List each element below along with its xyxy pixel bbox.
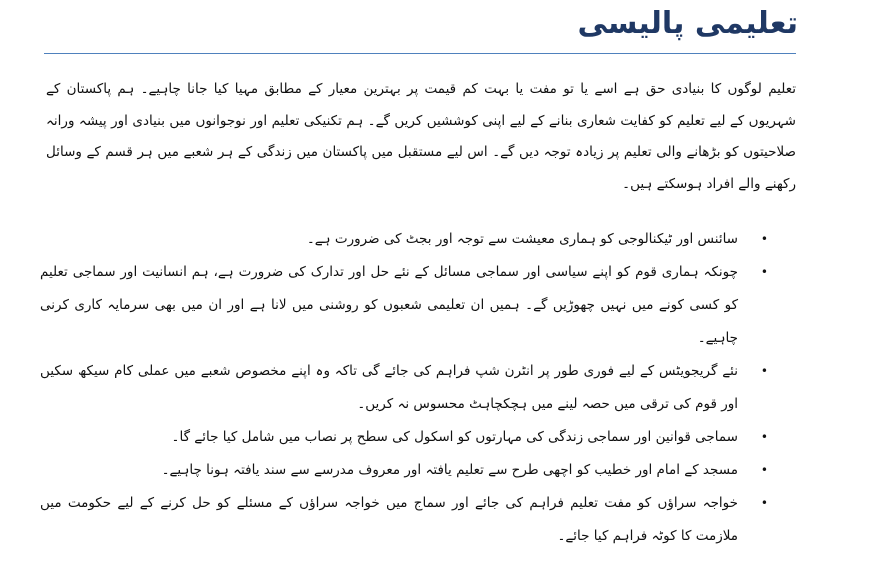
- list-item-text: خواجہ سراؤں کو مفت تعلیم فراہم کی جائے اور سماج میں خواجہ سراؤں کے مسئلے کو حل کرنے کے لیے حکومت میں ملازمت کا کوٹہ فراہم کیا جائے۔: [40, 495, 738, 544]
- list-item-text: سماجی قوانین اور سماجی زندگی کی مہارتوں کو اسکول کی سطح پر نصاب میں شامل کیا جائے گا۔: [171, 429, 738, 445]
- list-item: [40, 421, 796, 454]
- list-item-text: نئے گریجویٹس کے لیے فوری طور پر انٹرن شپ فراہم کی جائے گی تاکہ وہ اپنے مخصوص شعبے میں عملی کام سیکھ سکیں اور قوم کی ترقی میں حصہ لینے میں ہچکچاہٹ محسوس نہ کریں۔: [40, 363, 738, 412]
- list-item: [40, 355, 796, 421]
- list-item: [40, 223, 796, 256]
- title-underline: [44, 53, 796, 54]
- bullet-icon: •: [760, 430, 768, 444]
- bullet-icon: •: [760, 232, 768, 246]
- bullet-icon: •: [760, 265, 768, 279]
- intro-paragraph: تعلیم لوگوں کا بنیادی حق ہے اسے یا تو مفت یا بہت کم قیمت پر بہترین معیار کے مطابق مہیا کیا جانا چاہیے۔ ہم پاکستان کے شہریوں کے لیے تعلیم کو کفایت شعاری بنانے کے لیے اپنی کوششیں کریں گے۔ ہم تکنیکی تعلیم اور نوجوانوں میں بنیادی اور پیشہ ورانہ صلاحیتوں کو بڑھانے والی تعلیم پر زیادہ توجہ دیں گے۔ اس لیے مستقبل میں پاکستان میں زندگی کے ہر شعبے میں ہر قسم کے وسائل رکھنے والے افراد ہوسکتے ہیں۔: [46, 81, 796, 192]
- list-item-text: مسجد کے امام اور خطیب کو اچھی طرح سے تعلیم یافتہ اور معروف مدرسے سے سند یافتہ ہونا چاہیے۔: [161, 462, 738, 478]
- list-item: [40, 487, 796, 553]
- page-title: تعلیمی پالیسی: [577, 6, 798, 41]
- bullet-icon: •: [760, 364, 768, 378]
- list-item-text: چونکہ ہماری قوم کو اپنے سیاسی اور سماجی مسائل کے نئے حل اور تدارک کی ضرورت ہے، ہم انسانیت اور سماجی تعلیم کو کسی کونے میں نہیں چھوڑیں گے۔ ہمیں ان تعلیمی شعبوں کو روشنی میں لانا ہے اور ان میں بھی سرمایہ کاری کرنی چاہیے۔: [40, 264, 738, 346]
- policy-bullet-list: [40, 223, 796, 553]
- list-item-text: سائنس اور ٹیکنالوجی کو ہماری معیشت سے توجہ اور بجٹ کی ضرورت ہے۔: [306, 231, 738, 247]
- bullet-icon: •: [760, 463, 768, 477]
- list-item: [40, 454, 796, 487]
- list-item: [40, 256, 796, 355]
- bullet-icon: •: [760, 496, 768, 510]
